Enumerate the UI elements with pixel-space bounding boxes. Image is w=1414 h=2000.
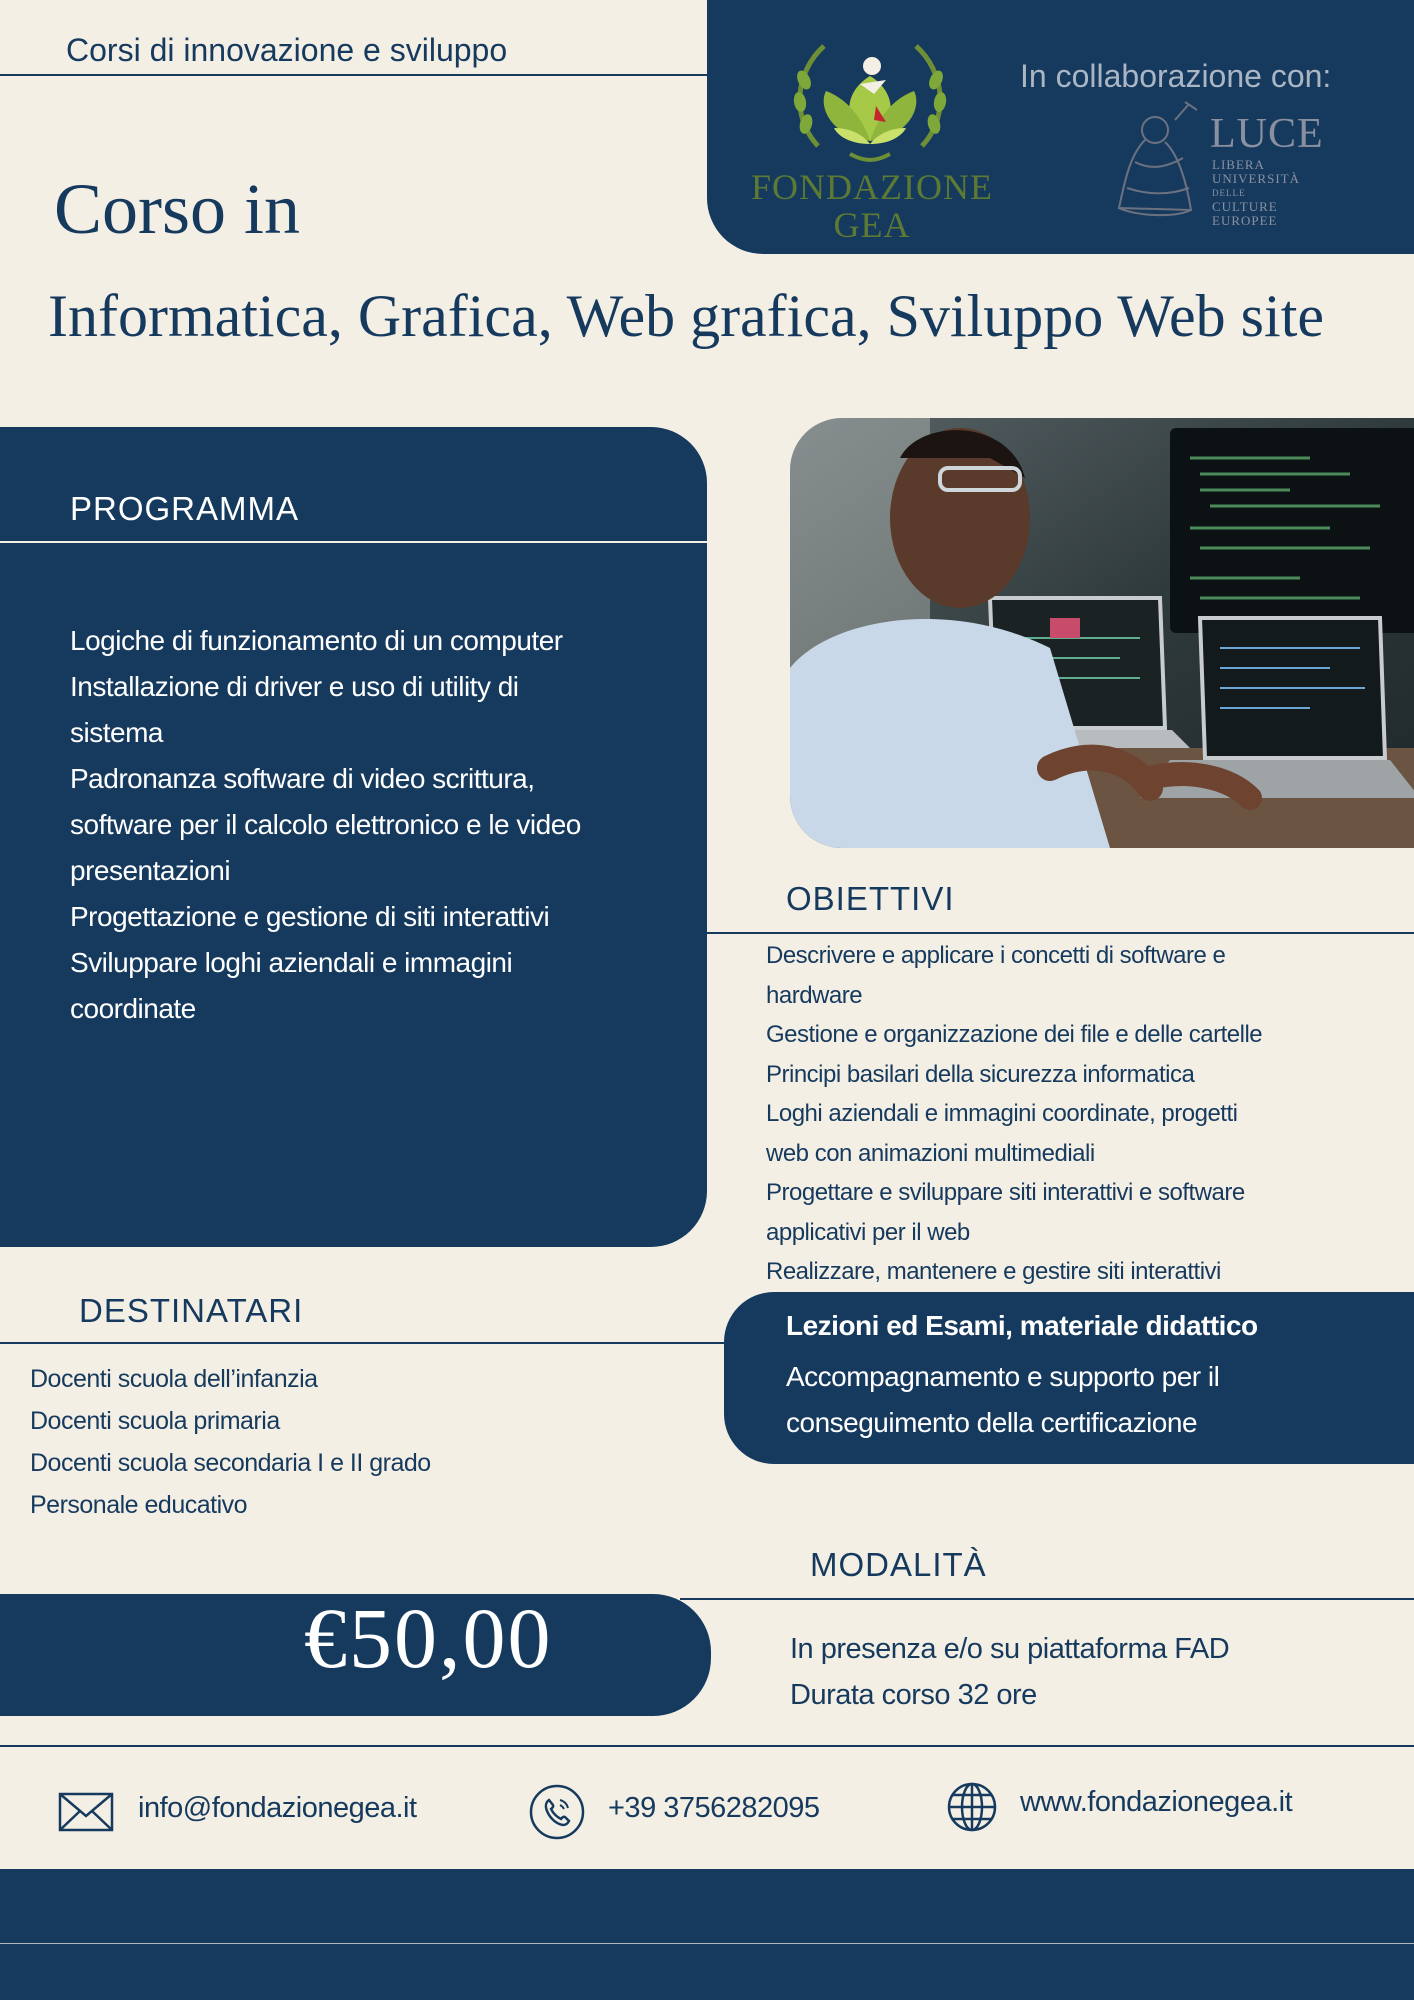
- footer-rule: [0, 1943, 1414, 1944]
- obiettivi-list: [766, 936, 1326, 1292]
- modalita-list: [790, 1626, 1229, 1718]
- mail-icon: [58, 1792, 114, 1832]
- email-link[interactable]: info@fondazionegea.it: [138, 1792, 417, 1824]
- lezioni-title: Lezioni ed Esami, materiale didattico: [786, 1310, 1258, 1341]
- luce-figure-icon: [1105, 100, 1205, 222]
- list-item: Padronanza software di video scrittura,: [70, 763, 535, 794]
- list-item: Descrivere e applicare i concetti di software e: [766, 942, 1226, 969]
- list-item: Docenti scuola secondaria I e II grado: [30, 1449, 431, 1477]
- tagline-rule: [0, 74, 707, 76]
- destinatari-list: [30, 1358, 431, 1526]
- obiettivi-rule: [707, 932, 1414, 934]
- course-prefix: Corso in: [54, 169, 301, 249]
- price: €50,00: [304, 1590, 553, 1686]
- list-item: software per il calcolo elettronico e le video: [70, 809, 581, 840]
- gea-logo-icon: [790, 36, 950, 166]
- partner-name: LUCE: [1210, 111, 1324, 157]
- programma-list: [70, 618, 630, 1032]
- lezioni-text: Accompagnamento e supporto per il conseguimento della certificazione: [786, 1361, 1220, 1438]
- list-item: presentazioni: [70, 855, 231, 886]
- list-item: Docenti scuola dell’infanzia: [30, 1365, 318, 1393]
- collab-label: In collaborazione con:: [1020, 58, 1332, 94]
- destinatari-rule: [0, 1342, 724, 1344]
- tagline: Corsi di innovazione e sviluppo: [66, 32, 508, 68]
- partner-subtitle-line: UNIVERSITÀ: [1212, 171, 1300, 186]
- modalita-rule: [680, 1598, 1414, 1600]
- list-item: Installazione di driver e uso di utility di: [70, 671, 519, 702]
- list-item: applicativi per il web: [766, 1218, 970, 1246]
- programma-heading: PROGRAMMA: [70, 490, 300, 527]
- list-item: Progettazione e gestione di siti interattivi: [70, 901, 550, 932]
- list-item: hardware: [766, 981, 863, 1009]
- list-item: Personale educativo: [30, 1491, 248, 1519]
- developer-photo: [790, 418, 1414, 848]
- website-link[interactable]: www.fondazionegea.it: [1020, 1786, 1293, 1818]
- globe-icon: [946, 1781, 998, 1833]
- phone-icon: [528, 1783, 586, 1841]
- course-title: Informatica, Grafica, Web grafica, Sviluppo Web site: [48, 283, 1324, 349]
- list-item: sistema: [70, 717, 163, 748]
- contacts-divider: [0, 1745, 1414, 1747]
- list-item: Loghi aziendali e immagini coordinate, progetti: [766, 1100, 1238, 1127]
- list-item: Realizzare, mantenere e gestire siti interattivi: [766, 1258, 1221, 1285]
- programma-rule: [0, 541, 707, 543]
- list-item: Progettare e sviluppare siti interattivi e software: [766, 1179, 1245, 1206]
- list-item: Docenti scuola primaria: [30, 1407, 280, 1435]
- partner-subtitle-line: DELLE: [1212, 188, 1246, 198]
- list-item: In presenza e/o su piattaforma FAD: [790, 1633, 1230, 1665]
- list-item: web con animazioni multimediali: [766, 1139, 1095, 1167]
- partner-subtitle: [1212, 158, 1300, 228]
- list-item: Durata corso 32 ore: [790, 1679, 1037, 1711]
- partner-subtitle-line: EUROPEE: [1212, 213, 1278, 228]
- list-item: Sviluppare loghi aziendali e immagini: [70, 947, 513, 978]
- partner-subtitle-line: LIBERA: [1212, 157, 1265, 172]
- list-item: Logiche di funzionamento di un computer: [70, 625, 563, 656]
- phone-link[interactable]: +39 3756282095: [608, 1792, 820, 1824]
- destinatari-heading: DESTINATARI: [79, 1292, 304, 1329]
- list-item: Gestione e organizzazione dei file e delle cartelle: [766, 1021, 1263, 1048]
- obiettivi-heading: OBIETTIVI: [786, 880, 955, 917]
- modalita-heading: MODALITÀ: [810, 1546, 987, 1583]
- list-item: Principi basilari della sicurezza informatica: [766, 1060, 1195, 1088]
- list-item: coordinate: [70, 993, 196, 1024]
- foundation-name: FONDAZIONE GEA: [751, 167, 993, 245]
- partner-subtitle-line: CULTURE: [1212, 199, 1278, 214]
- footer-band: [0, 1869, 1414, 2000]
